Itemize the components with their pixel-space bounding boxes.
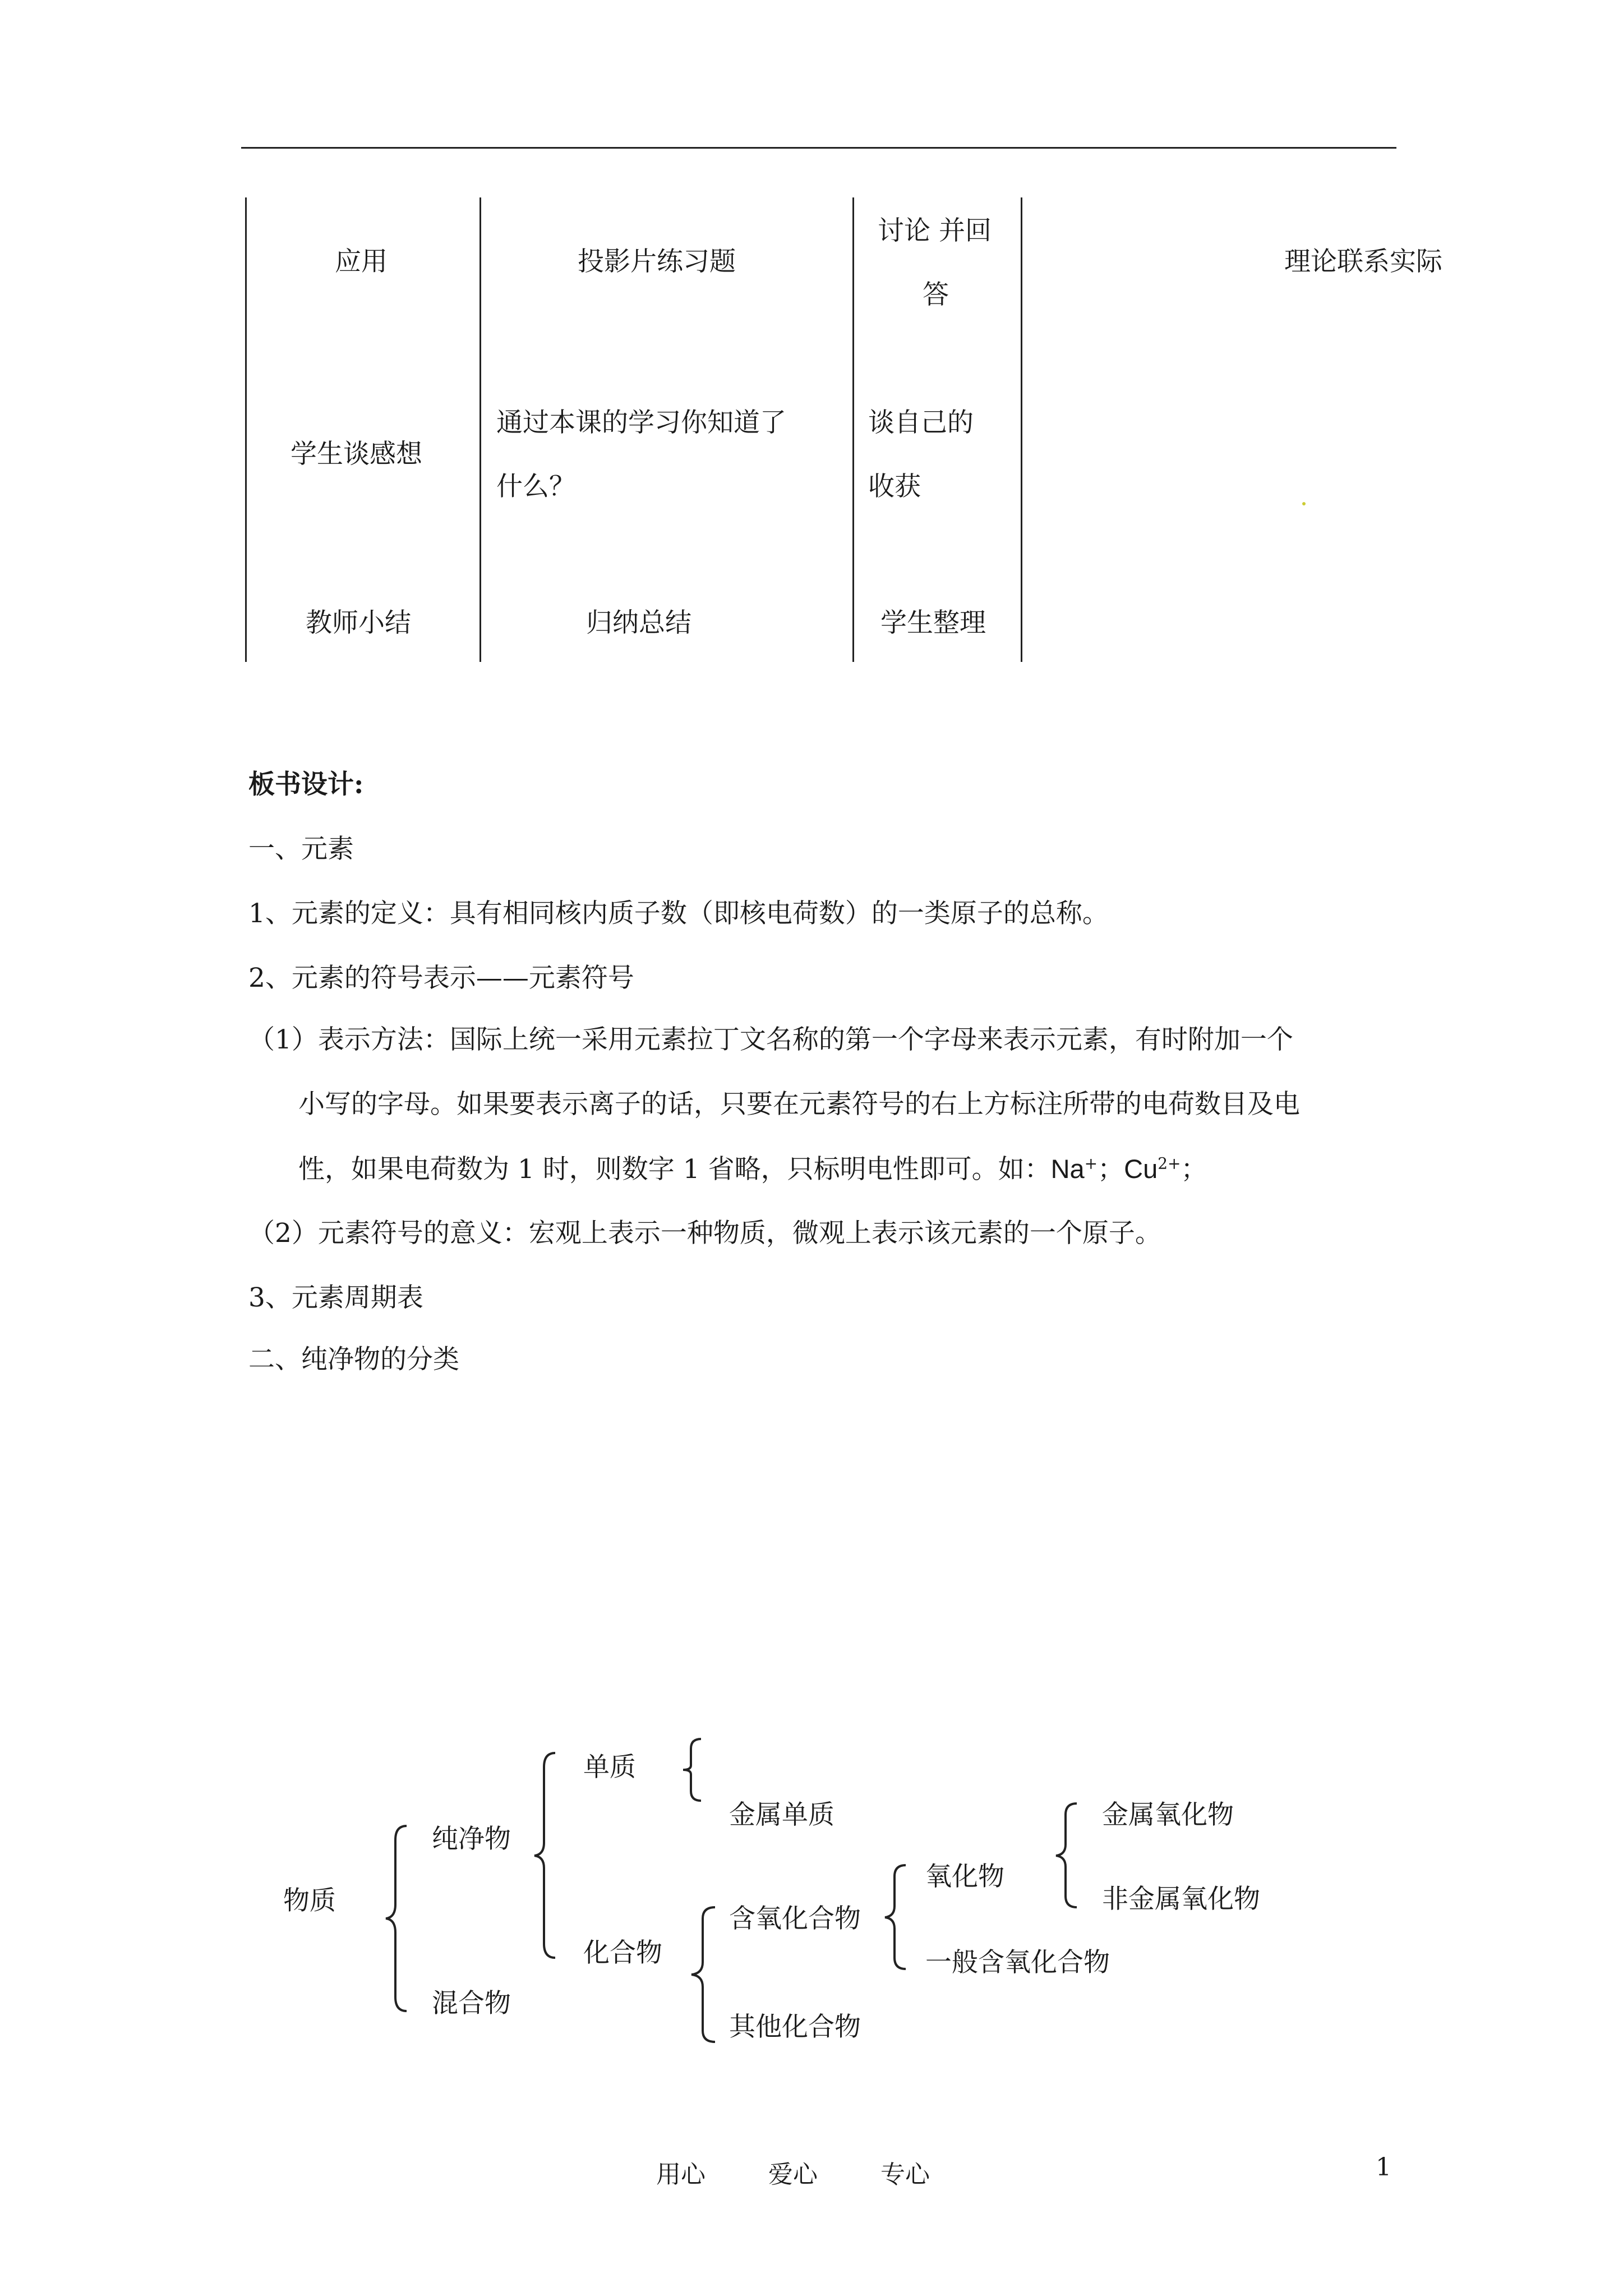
footer-motto-1: 用心	[656, 2160, 706, 2189]
page-number: 1	[1376, 2153, 1391, 2182]
periodic-table: 3、元素周期表	[248, 1282, 423, 1313]
table-border-col3	[852, 197, 854, 662]
table-cell-discuss-line1: 讨论 并回	[878, 215, 992, 246]
header-rule	[241, 147, 1396, 149]
tree-pure: 纯净物	[432, 1824, 511, 1855]
ion-end: ；	[1181, 1154, 1207, 1185]
table-cell-apply: 应用	[335, 246, 388, 277]
section-elements: 一、元素	[248, 834, 354, 864]
table-cell-discuss-line2: 答	[923, 279, 949, 310]
tree-other-compound: 其他化合物	[729, 2012, 861, 2042]
brace-compound-icon	[687, 1904, 721, 2045]
table-cell-question-line1: 通过本课的学习你知道了	[496, 407, 786, 438]
tree-compound: 化合物	[583, 1938, 662, 1968]
tree-element-substance: 单质	[583, 1752, 636, 1783]
table-cell-student-thoughts: 学生谈感想	[291, 439, 422, 470]
brace-element-substance-icon	[679, 1736, 707, 1803]
tree-nonmetal-oxide: 非金属氧化物	[1102, 1884, 1260, 1915]
tree-metal-element: 金属单质	[729, 1800, 834, 1830]
brace-pure-icon	[530, 1750, 564, 1961]
ion-copper-charge: 2+	[1158, 1154, 1181, 1173]
table-border-col2	[479, 197, 481, 662]
ion-separator: ；	[1098, 1154, 1124, 1185]
notation-method-line3-text: 性，如果电荷数为 1 时，则数字 1 省略，只标明电性即可。如：	[298, 1154, 1051, 1185]
section-pure-substance: 二、纯净物的分类	[248, 1344, 459, 1375]
table-cell-exercise: 投影片练习题	[578, 246, 736, 277]
tree-oxide: 氧化物	[925, 1861, 1004, 1892]
brace-oxygen-compound-icon	[880, 1862, 911, 1972]
table-border-left	[245, 197, 247, 662]
table-border-col4	[1021, 197, 1022, 662]
table-cell-harvest-line2: 收获	[868, 471, 921, 502]
element-definition: 1、元素的定义：具有相同核内质子数（即核电荷数）的一类原子的总称。	[248, 898, 1109, 929]
notation-method-line2: 小写的字母。如果要表示离子的话，只要在元素符号的右上方标注所带的电荷数目及电	[298, 1089, 1300, 1120]
table-cell-organize: 学生整理	[880, 608, 986, 638]
brace-oxide-icon	[1052, 1801, 1082, 1910]
tree-matter: 物质	[283, 1885, 336, 1916]
tree-general-oxygen-compound: 一般含氧化合物	[925, 1947, 1110, 1978]
stray-mark	[1302, 502, 1306, 505]
notation-method-line3	[298, 1154, 1207, 1185]
tree-oxygen-compound: 含氧化合物	[729, 1903, 861, 1934]
table-cell-question-line2: 什么？	[496, 471, 575, 502]
notation-method-line1: （1）表示方法：国际上统一采用元素拉丁文名称的第一个字母来表示元素，有时附加一个	[248, 1024, 1293, 1055]
footer-motto-3: 专心	[880, 2160, 930, 2189]
ion-sodium-charge: +	[1084, 1154, 1098, 1173]
table-cell-harvest-line1: 谈自己的	[868, 407, 974, 438]
tree-mixture: 混合物	[432, 1988, 511, 2019]
footer-motto-2: 爱心	[768, 2160, 818, 2189]
table-cell-summarize: 归纳总结	[586, 608, 691, 638]
symbol-meaning: （2）元素符号的意义：宏观上表示一种物质，微观上表示该元素的一个原子。	[248, 1218, 1161, 1249]
board-title: 板书设计:	[248, 769, 364, 800]
table-cell-teacher-summary: 教师小结	[306, 608, 411, 638]
table-cell-theory: 理论联系实际	[1284, 246, 1442, 277]
ion-sodium: Na	[1050, 1154, 1085, 1184]
tree-metal-oxide: 金属氧化物	[1102, 1800, 1234, 1830]
brace-matter-icon	[381, 1823, 415, 2014]
element-symbol-heading: 2、元素的符号表示——元素符号	[248, 963, 634, 993]
ion-copper: Cu	[1124, 1154, 1158, 1184]
